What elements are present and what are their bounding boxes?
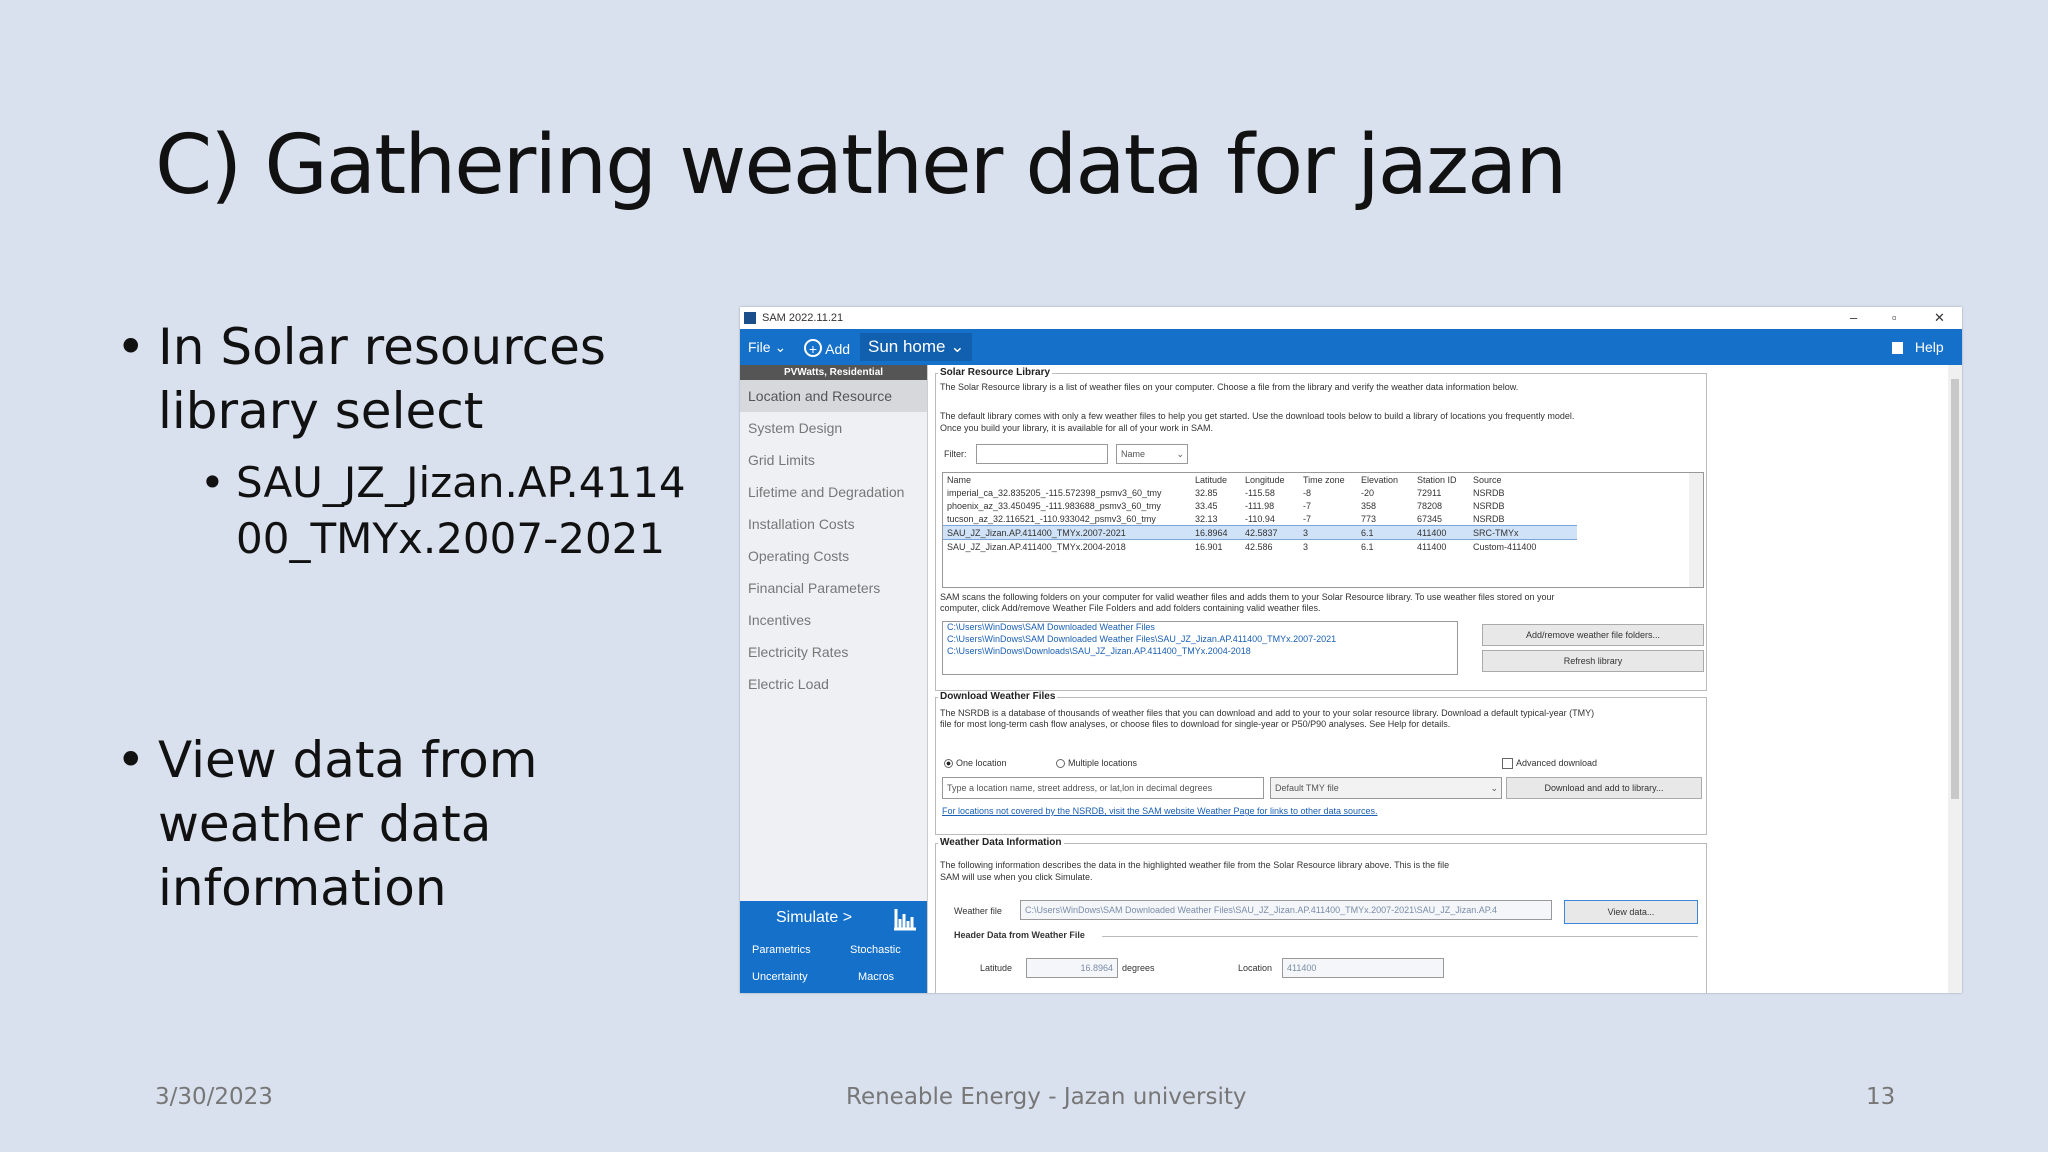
column-header: Time zone [1303, 474, 1345, 485]
table-cell: 773 [1361, 513, 1377, 524]
location-value: 411400 [1282, 958, 1444, 978]
column-header: Elevation [1361, 474, 1399, 485]
bullet-text: SAU_JZ_Jizan.AP.411400_TMYx.2007-2021 [236, 458, 686, 563]
bullet-dot-icon: • [116, 731, 146, 789]
column-header: Latitude [1195, 474, 1228, 485]
table-cell: 32.13 [1195, 513, 1218, 524]
folder-item[interactable]: C:\Users\WinDows\Downloads\SAU_JZ_Jizan.AP.411400_TMYx.2004-2018 [947, 646, 1251, 656]
table-cell: 42.5837 [1241, 526, 1299, 540]
folder-item[interactable]: C:\Users\WinDows\SAM Downloaded Weather Files\SAU_JZ_Jizan.AP.411400_TMYx.2007-2021 [947, 634, 1337, 644]
folder-list[interactable] [942, 621, 1458, 675]
solar-resource-library-group [935, 367, 1707, 691]
table-cell: 33.45 [1195, 500, 1218, 511]
latitude-unit: degrees [1122, 963, 1155, 973]
table-cell: 67345 [1417, 513, 1443, 524]
download-text: file for most long-term cash flow analyses, or choose files to download for single-year or P50/P90 analyses. See Help for details. [940, 719, 1451, 729]
bullet-solar-library [116, 315, 718, 443]
location-input[interactable]: Type a location name, street address, or lat,lon in decimal degrees [942, 777, 1264, 799]
filter-label: Filter: [944, 449, 967, 459]
info-text: SAM will use when you click Simulate. [940, 872, 1093, 882]
add-icon: + [804, 339, 822, 357]
bullet-text: View data from weather data information [158, 731, 538, 917]
group-title: Solar Resource Library [940, 367, 1051, 378]
sidebar-item-electricity-rates[interactable]: Electricity Rates [748, 644, 849, 660]
sidebar-item-lifetime[interactable]: Lifetime and Degradation [748, 484, 905, 500]
weather-file-path: C:\Users\WinDows\SAM Downloaded Weather Files\SAU_JZ_Jizan.AP.411400_TMYx.2007-2021\SAU_JZ_Jizan.AP.4 [1020, 900, 1552, 920]
footer-date: 3/30/2023 [155, 1084, 273, 1110]
latitude-value: 16.8964 [1026, 958, 1118, 978]
radio-selected-icon [944, 759, 953, 768]
scrollbar-thumb[interactable] [1951, 379, 1959, 799]
location-label: Location [1238, 963, 1273, 973]
table-cell: 411400 [1417, 541, 1447, 552]
bullet-view-data [116, 728, 718, 920]
table-cell: -7 [1303, 500, 1312, 511]
table-row[interactable] [943, 486, 1577, 499]
info-text: The following information describes the data in the highlighted weather file from the Solar Resource library above. This is the file [940, 860, 1450, 870]
model-label: PVWatts, Residential [740, 365, 927, 380]
table-cell: NSRDB [1473, 513, 1505, 524]
table-cell: 411400 [1413, 526, 1469, 540]
download-button[interactable]: Download and add to library... [1506, 777, 1702, 799]
table-cell: SRC-TMYx [1469, 526, 1577, 540]
chart-icon[interactable] [892, 905, 916, 929]
restore-icon[interactable]: ▫ [1892, 310, 1897, 325]
filter-field-select[interactable]: Name ⌄ [1116, 444, 1188, 464]
table-row[interactable] [943, 512, 1577, 526]
weather-data-info-group [935, 837, 1707, 993]
sidebar-item-financial[interactable]: Financial Parameters [748, 580, 881, 596]
column-header: Source [1473, 474, 1502, 485]
footer-center: Reneable Energy - Jazan university [846, 1084, 1247, 1110]
table-cell: 78208 [1417, 500, 1443, 511]
sidebar-item-location[interactable]: Location and Resource [740, 380, 927, 412]
add-remove-folders-button[interactable]: Add/remove weather file folders... [1482, 624, 1704, 646]
bullet-file-name [200, 455, 706, 567]
sidebar-item-installation-costs[interactable]: Installation Costs [748, 516, 855, 532]
download-text: The NSRDB is a database of thousands of weather files that you can download and add to your to your solar resource library. Download a default typical-year (TMY) [940, 708, 1595, 718]
main-scrollbar[interactable] [1948, 365, 1962, 993]
table-cell: -110.94 [1245, 513, 1275, 524]
sidebar-item-electric-load[interactable]: Electric Load [748, 676, 829, 692]
bullet-text: In Solar resources library select [158, 318, 606, 440]
add-button[interactable]: + Add [804, 339, 850, 357]
stochastic-button[interactable]: Stochastic [850, 944, 901, 956]
bullet-dot-icon: • [200, 458, 225, 507]
download-weather-group [935, 691, 1707, 835]
bullet-dot-icon: • [116, 318, 146, 376]
divider [1102, 936, 1698, 937]
group-title: Download Weather Files [940, 691, 1056, 702]
table-row[interactable] [943, 526, 1577, 540]
filter-input[interactable] [976, 444, 1108, 464]
app-icon [744, 312, 756, 324]
slide-title: C) Gathering weather data for jazan [155, 118, 1566, 213]
radio-icon [1056, 759, 1065, 768]
sam-window [740, 307, 1962, 993]
weather-file-label: Weather file [954, 906, 1002, 916]
sidebar-item-incentives[interactable]: Incentives [748, 612, 812, 628]
main-panel [935, 365, 1955, 993]
footer-page-number: 13 [1866, 1084, 1896, 1110]
column-header: Station ID [1417, 474, 1457, 485]
window-titlebar [740, 307, 1962, 329]
table-cell: 16.901 [1195, 541, 1223, 552]
table-cell: SAU_JZ_Jizan.AP.411400_TMYx.2004-2018 [947, 541, 1126, 552]
table-cell: 16.8964 [1191, 526, 1241, 540]
header-data-title: Header Data from Weather File [954, 930, 1085, 940]
table-cell: SAU_JZ_Jizan.AP.411400_TMYx.2007-2021 [943, 526, 1191, 540]
column-header: Longitude [1245, 474, 1285, 485]
table-cell: 358 [1361, 500, 1377, 511]
scan-text: SAM scans the following folders on your computer for valid weather files and adds them to your Solar Resource library. To use weather files stored on your [940, 592, 1555, 602]
table-cell: NSRDB [1473, 487, 1505, 498]
window-title: SAM 2022.11.21 [762, 312, 844, 324]
help-icon [1892, 342, 1903, 354]
minimize-icon[interactable]: – [1850, 310, 1858, 325]
column-header: Name [947, 474, 972, 485]
file-menu[interactable]: File ⌄ [748, 339, 787, 355]
library-intro: The default library comes with only a few weather files to help you get started. Use the download tools below to build a library of locations you frequently model. [940, 411, 1575, 421]
table-cell: 3 [1303, 541, 1309, 552]
table-cell: tucson_az_32.116521_-110.933042_psmv3_60_tmy [947, 513, 1156, 524]
table-cell: 6.1 [1361, 541, 1374, 552]
folder-item[interactable]: C:\Users\WinDows\SAM Downloaded Weather Files [947, 622, 1155, 632]
sidebar-item-operating-costs[interactable]: Operating Costs [748, 548, 850, 564]
file-type-select[interactable]: Default TMY file ⌄ [1270, 777, 1502, 799]
sidebar-item-system-design[interactable]: System Design [748, 420, 843, 436]
advanced-download-checkbox[interactable]: Advanced download [1502, 758, 1597, 769]
table-cell: -7 [1303, 513, 1312, 524]
view-data-button[interactable]: View data... [1564, 900, 1698, 924]
case-tab[interactable]: Sun home ⌄ [860, 333, 972, 361]
parametrics-button[interactable]: Parametrics [752, 944, 811, 956]
table-cell: 3 [1299, 526, 1357, 540]
other-sources-link[interactable]: For locations not covered by the NSRDB, visit the SAM website Weather Page for links to other data sources. [942, 806, 1378, 816]
uncertainty-button[interactable]: Uncertainty [752, 971, 808, 983]
table-cell: imperial_ca_32.835205_-115.572398_psmv3_60_tmy [947, 487, 1162, 498]
library-table[interactable] [942, 472, 1704, 588]
library-intro: Once you build your library, it is available for all of your work in SAM. [940, 423, 1213, 433]
table-cell: -20 [1361, 487, 1375, 498]
table-cell: 42.586 [1245, 541, 1273, 552]
close-icon[interactable]: ✕ [1934, 310, 1945, 325]
library-intro: The Solar Resource library is a list of weather files on your computer. Choose a file from the library and verify the weather data information below. [940, 382, 1519, 392]
one-location-radio[interactable]: One location [944, 758, 1007, 768]
simulate-panel [740, 901, 927, 993]
table-cell: 6.1 [1357, 526, 1413, 540]
table-cell: Custom-411400 [1473, 541, 1537, 552]
table-cell: phoenix_az_33.450495_-111.983688_psmv3_60_tmy [947, 500, 1161, 511]
simulate-button[interactable]: Simulate > [776, 909, 853, 926]
toolbar [740, 329, 1962, 365]
multiple-locations-radio[interactable]: Multiple locations [1056, 758, 1137, 768]
table-cell: -8 [1303, 487, 1312, 498]
scan-text: computer, click Add/remove Weather File Folders and add folders containing valid weather files. [940, 603, 1321, 613]
refresh-library-button[interactable]: Refresh library [1482, 650, 1704, 672]
help-button[interactable]: Help [1892, 339, 1944, 355]
checkbox-icon [1502, 758, 1513, 769]
table-row[interactable] [943, 540, 1577, 554]
table-cell: 72911 [1417, 487, 1442, 498]
group-title: Weather Data Information [940, 837, 1062, 848]
table-cell: -111.98 [1245, 500, 1275, 511]
sidebar [740, 365, 928, 993]
table-cell: -115.58 [1245, 487, 1275, 498]
latitude-label: Latitude [980, 963, 1013, 973]
table-scrollbar[interactable] [1689, 473, 1703, 587]
macros-button[interactable]: Macros [858, 971, 895, 983]
sidebar-item-grid-limits[interactable]: Grid Limits [748, 452, 815, 468]
table-cell: NSRDB [1473, 500, 1505, 511]
table-cell: 32.85 [1195, 487, 1218, 498]
table-row[interactable] [943, 499, 1577, 512]
